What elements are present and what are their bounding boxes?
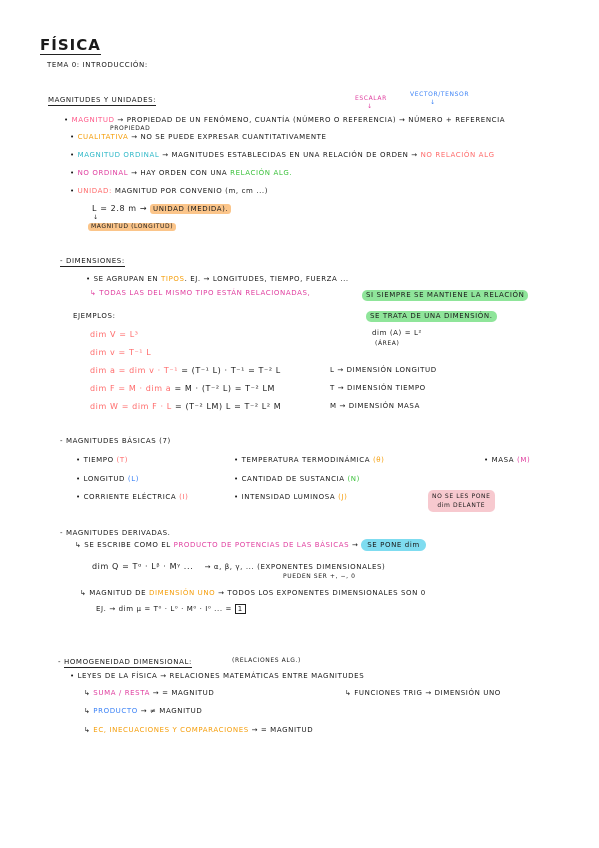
producto-label: PRODUCTO <box>93 707 138 715</box>
magnitud-label: MAGNITUD <box>71 116 115 124</box>
masa-label: MASA <box>491 456 515 464</box>
bullet-dot: • <box>234 493 242 501</box>
dim-q-formula: dim Q = Tᵅ · Lᵝ · Mᵞ ... <box>92 562 194 571</box>
dimension-l: L → DIMENSIÓN LONGITUD <box>330 366 437 374</box>
agrupan-text: SE AGRUPAN EN <box>93 275 159 283</box>
bullet-ordinal <box>70 152 495 159</box>
hook: ↳ <box>84 707 94 715</box>
l-magnitud: MAGNITUD (LONGITUD) <box>88 223 176 231</box>
no-ordinal-green: RELACIÓN ALG. <box>230 169 293 177</box>
cualitativa-text: → NO SE PUEDE EXPRESAR CUANTITATIVAMENTE <box>131 133 327 141</box>
leyes-text: LEYES DE LA FÍSICA → RELACIONES MATEMÁTICAS ENTRE MAGNITUDES <box>77 672 365 680</box>
example-dim-f <box>90 385 275 393</box>
corr-symbol: (I) <box>179 493 189 501</box>
dimension-m: M → DIMENSIÓN MASA <box>330 402 420 410</box>
section-heading-dimensiones <box>60 258 125 267</box>
temp-label: TEMPERATURA TERMODINÁMICA <box>241 456 371 464</box>
relaciones-alg-note: (RELACIONES ALG.) <box>232 657 302 664</box>
hook: ↳ <box>84 726 94 734</box>
bullet-dot: - <box>60 437 66 445</box>
trig-line: ↳ FUNCIONES TRIG → DIMENSIÓN UNO <box>345 689 501 697</box>
bullet-dot: - <box>60 529 66 537</box>
ej-text: EJ. → dim μ = T⁰ · L⁰ · M⁰ · I⁰ ... = <box>96 605 232 613</box>
bullet-dot: - <box>60 257 66 265</box>
dim-a-left: dim a = dim v · T⁻¹ <box>90 366 179 375</box>
corr-label: CORRIENTE ELÉCTRICA <box>83 493 177 501</box>
tiempo-symbol: (T) <box>116 456 129 464</box>
hook: ↳ <box>84 689 94 697</box>
page-title: FÍSICA <box>40 36 101 54</box>
homogeneidad-heading: HOMOGENEIDAD DIMENSIONAL: <box>63 658 192 666</box>
masa-symbol: (M) <box>516 456 531 464</box>
l-unidad: UNIDAD (MEDIDA). <box>150 204 231 214</box>
long-symbol: (L) <box>127 475 140 483</box>
bullet-dot: • <box>484 456 492 464</box>
bullet-dot: • <box>76 493 84 501</box>
escalar-label: ESCALAR <box>355 95 387 102</box>
dim-w-left: dim W = dim F · L <box>90 402 172 411</box>
leyes-line <box>70 673 364 680</box>
dim-q-line <box>92 563 385 571</box>
ecuaciones-text: → = MAGNITUD <box>251 726 314 734</box>
bullet-dot: • <box>70 672 78 680</box>
int-label: INTENSIDAD LUMINOSA <box>241 493 336 501</box>
dim-a-right: = (T⁻¹ L) · T⁻¹ = T⁻² L <box>178 366 281 375</box>
basica-intensidad <box>234 494 347 501</box>
bullet-dot: • <box>76 475 84 483</box>
bullet-dot: - <box>58 658 64 666</box>
escribe-arrow: → <box>351 541 359 549</box>
magnitud-text: → PROPIEDAD DE UN FENÓMENO, CUANTÍA (NÚMERO O REFERENCIA) → NÚMERO + REFERENCIA <box>117 116 506 124</box>
l-arrow-down: ↓ <box>93 214 99 221</box>
agrupan-line <box>86 276 349 283</box>
tiempo-label: TIEMPO <box>83 456 114 464</box>
basicas-heading: MAGNITUDES BÁSICAS (7) <box>65 437 171 445</box>
bullet-magnitud <box>64 117 505 124</box>
dimension-t: T → DIMENSIÓN TIEMPO <box>330 384 426 392</box>
note-line-2: dim DELANTE <box>437 502 486 509</box>
cant-symbol: (N) <box>347 475 360 483</box>
dimension-uno-line <box>80 590 426 597</box>
bullet-dot: • <box>70 169 78 177</box>
ejemplos-label: EJEMPLOS: <box>73 312 116 320</box>
area-note: (ÁREA) <box>375 340 400 347</box>
section-heading-magnitudes: MAGNITUDES Y UNIDADES: <box>48 96 157 104</box>
note-line-1: NO SE LES PONE <box>432 493 491 500</box>
temp-symbol: (θ) <box>372 456 385 464</box>
boxed-one: 1 <box>235 604 246 614</box>
section-heading-basicas <box>60 438 171 445</box>
bullet-no-ordinal <box>70 170 292 177</box>
no-ordinal-label: NO ORDINAL <box>77 169 129 177</box>
long-label: LONGITUD <box>83 475 126 483</box>
se-pone-dim: SE PONE dim <box>361 539 426 551</box>
ecuaciones-line <box>84 727 313 734</box>
dim-w-right: = (T⁻² LM) L = T⁻² L² M <box>171 402 282 411</box>
unidad-text: MAGNITUD POR CONVENIO (m, cm ...) <box>114 187 269 195</box>
dimension-uno: DIMENSIÓN UNO <box>148 589 216 597</box>
example-dim-w <box>90 403 281 411</box>
siempre-highlight: SI SIEMPRE SE MANTIENE LA RELACIÓN <box>362 290 528 301</box>
ordinal-text: → MAGNITUDES ESTABLECIDAS EN UNA RELACIÓN DE ORDEN → <box>162 151 418 159</box>
ecuaciones-label: EC, INECUACIONES Y COMPARACIONES <box>93 726 249 734</box>
basica-temperatura <box>234 457 385 464</box>
cualitativa-label: CUALITATIVA <box>77 133 129 141</box>
ej-dim-mu <box>96 606 246 613</box>
section-heading-derivadas <box>60 530 170 537</box>
bullet-dot: • <box>234 475 242 483</box>
bullet-unidad <box>70 188 268 195</box>
propiedad-note: PROPIEDAD <box>110 125 151 132</box>
tipos-word: TIPOS <box>161 275 185 283</box>
bullet-dot: • <box>234 456 242 464</box>
int-symbol: (J) <box>338 493 348 501</box>
section-heading-homogeneidad <box>58 659 192 666</box>
basica-masa <box>484 457 530 464</box>
basica-cantidad <box>234 476 360 483</box>
example-dim-a <box>90 367 281 375</box>
pueden-ser: PUEDEN SER +, −, 0 <box>283 573 356 580</box>
area-eq: dim (A) = L² <box>372 329 422 337</box>
cant-label: CANTIDAD DE SUSTANCIA <box>241 475 345 483</box>
escalar-arrow: ↓ <box>367 103 373 110</box>
basica-corriente <box>76 494 188 501</box>
example-dim-v: dim V = L³ <box>90 330 139 339</box>
ordinal-tail: NO RELACIÓN ALG <box>420 151 495 159</box>
suma-resta-label: SUMA / RESTA <box>93 689 150 697</box>
escribe-text: ↳ SE ESCRIBE COMO EL <box>75 541 171 549</box>
producto-line <box>84 708 202 715</box>
no-ordinal-text: → HAY ORDEN CON UNA <box>131 169 228 177</box>
derivadas-heading: MAGNITUDES DERIVADAS. <box>65 529 171 537</box>
no-se-les-pone-note <box>428 490 495 512</box>
vector-tensor-label: VECTOR/TENSOR <box>410 91 470 98</box>
bullet-dot: • <box>70 151 78 159</box>
suma-resta-line <box>84 690 214 697</box>
producto-potencias: PRODUCTO DE POTENCIAS DE LAS BÁSICAS <box>173 541 350 549</box>
example-dim-vel: dim v = T⁻¹ L <box>90 348 152 357</box>
escribe-line <box>75 542 426 549</box>
suma-resta-text: → = MAGNITUD <box>152 689 215 697</box>
dimensiones-heading: DIMENSIONES: <box>65 257 125 265</box>
exponentes-text: → α, β, γ, ... (EXPONENTES DIMENSIONALES) <box>204 563 386 571</box>
l-equation: L = 2.8 m → <box>92 204 148 213</box>
bullet-dot: • <box>64 116 72 124</box>
bullet-dot: • <box>70 187 78 195</box>
example-l <box>92 205 231 213</box>
mag-de: ↳ MAGNITUD DE <box>80 589 147 597</box>
todos-exponentes: → TODOS LOS EXPONENTES DIMENSIONALES SON 0 <box>218 589 426 597</box>
basica-longitud <box>76 476 139 483</box>
producto-text: → ≠ MAGNITUD <box>140 707 203 715</box>
dim-f-left: dim F = M · dim a <box>90 384 172 393</box>
bullet-dot: • <box>70 133 78 141</box>
todas-line: ↳ TODAS LAS DEL MISMO TIPO ESTÁN RELACIONADAS, <box>90 289 311 297</box>
tipos-ej: . EJ. → LONGITUDES, TIEMPO, FUERZA ... <box>184 275 349 283</box>
basica-tiempo <box>76 457 128 464</box>
bullet-cualitativa <box>70 134 327 141</box>
bullet-dot: • <box>76 456 84 464</box>
bullet-dot: • <box>86 275 94 283</box>
unidad-label: UNIDAD: <box>77 187 112 195</box>
tema-subtitle: TEMA 0: INTRODUCCIÓN: <box>47 61 148 69</box>
vector-arrow: ↓ <box>430 99 436 106</box>
ordinal-label: MAGNITUD ORDINAL <box>77 151 160 159</box>
trata-highlight: SE TRATA DE UNA DIMENSIÓN. <box>366 311 497 322</box>
dim-f-right: = M · (T⁻² L) = T⁻² LM <box>171 384 275 393</box>
